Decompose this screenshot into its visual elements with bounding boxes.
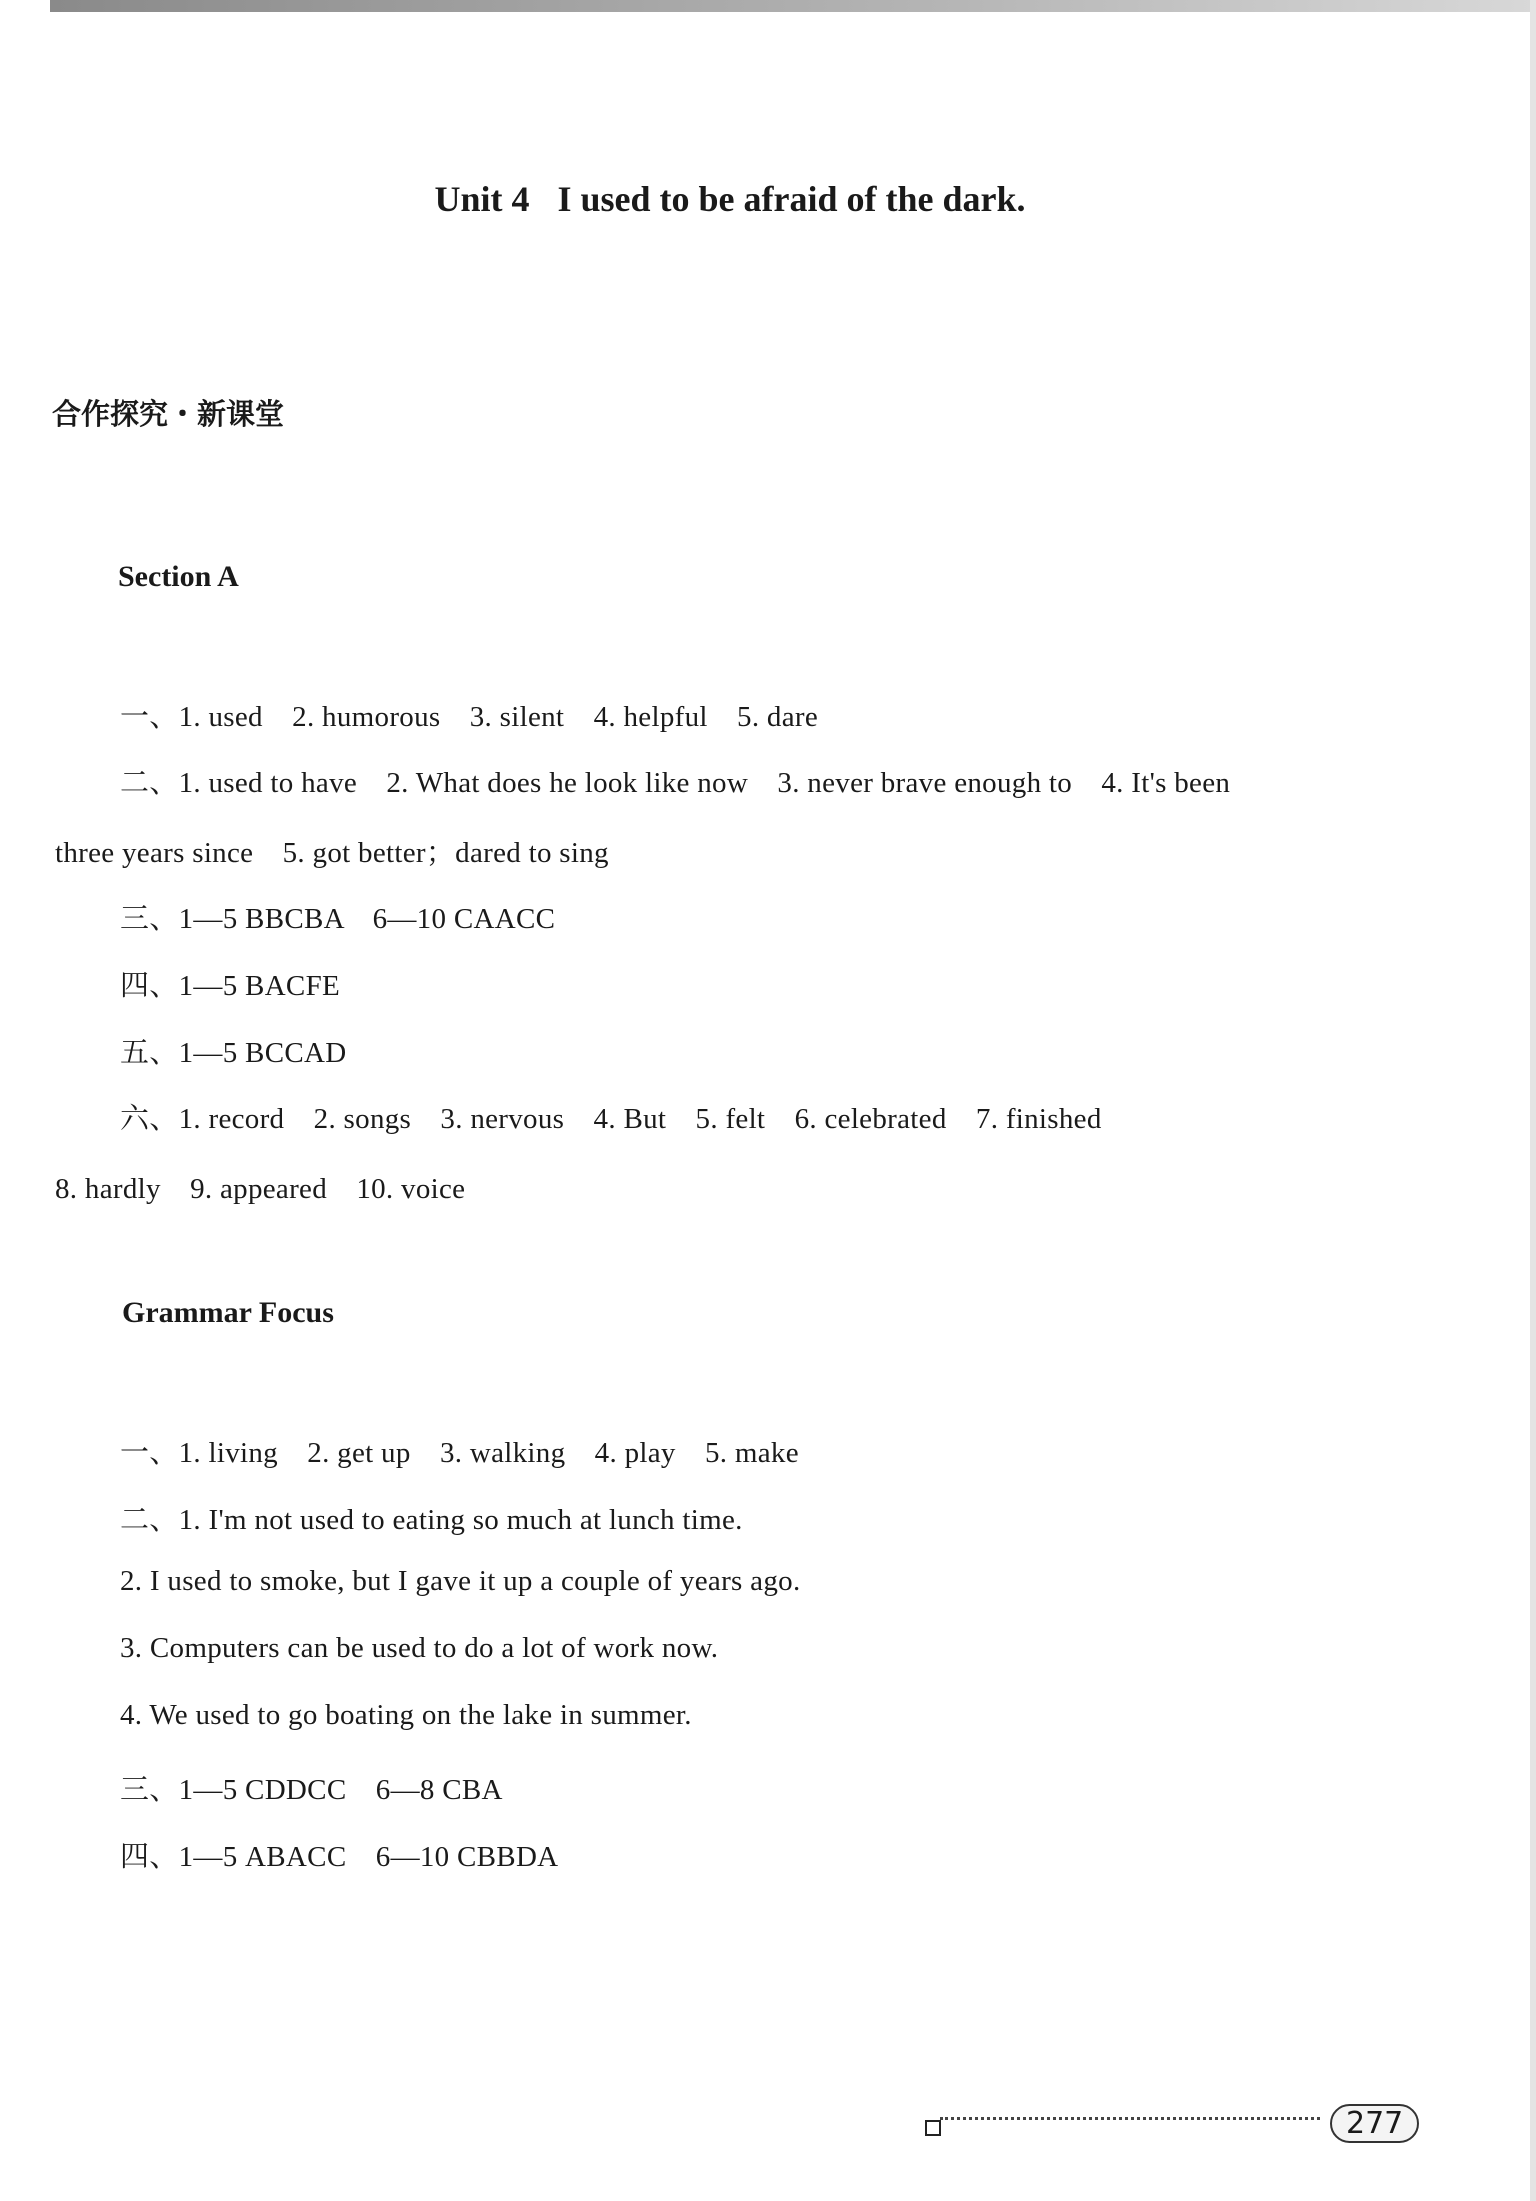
unit-title: I used to be afraid of the dark. — [557, 179, 1026, 219]
answer-line: three years since 5. got better；dared to sing — [55, 837, 609, 869]
answer-line: 二、1. I'm not used to eating so much at lunch time. — [120, 1504, 743, 1536]
top-edge-bar — [50, 0, 1536, 12]
answer-line: 三、1—5 CDDCC 6—8 CBA — [120, 1774, 503, 1806]
answer-line: 2. I used to smoke, but I gave it up a couple of years ago. — [120, 1565, 801, 1597]
answer-line: 四、1—5 BACFE — [120, 970, 341, 1002]
answer-line: 一、1. used 2. humorous 3. silent 4. helpful 5. dare — [120, 701, 819, 733]
footer-square-icon — [925, 2120, 941, 2136]
section-heading: 合作探究・新课堂 — [52, 397, 285, 431]
grammar-focus-heading: Grammar Focus — [122, 1296, 334, 1329]
unit-label: Unit 4 — [434, 179, 530, 219]
answer-line: 4. We used to go boating on the lake in summer. — [120, 1699, 692, 1731]
answer-line: 四、1—5 ABACC 6—10 CBBDA — [120, 1841, 559, 1873]
page-right-edge — [1530, 0, 1536, 2201]
section-a-heading: Section A — [118, 560, 239, 593]
footer-dotted-rule — [940, 2117, 1320, 2120]
answer-line: 二、1. used to have 2. What does he look like now 3. never brave enough to 4. It's been — [120, 767, 1231, 799]
answer-line: 一、1. living 2. get up 3. walking 4. play 5. make — [120, 1437, 799, 1469]
answer-line: 3. Computers can be used to do a lot of work now. — [120, 1632, 719, 1664]
answer-line: 三、1—5 BBCBA 6—10 CAACC — [120, 903, 556, 935]
page-number: 277 — [1330, 2104, 1419, 2143]
answer-line: 五、1—5 BCCAD — [120, 1037, 347, 1069]
answer-line: 六、1. record 2. songs 3. nervous 4. But 5. felt 6. celebrated 7. finished — [120, 1103, 1102, 1135]
page-title — [0, 178, 1460, 220]
answer-line: 8. hardly 9. appeared 10. voice — [55, 1173, 466, 1205]
